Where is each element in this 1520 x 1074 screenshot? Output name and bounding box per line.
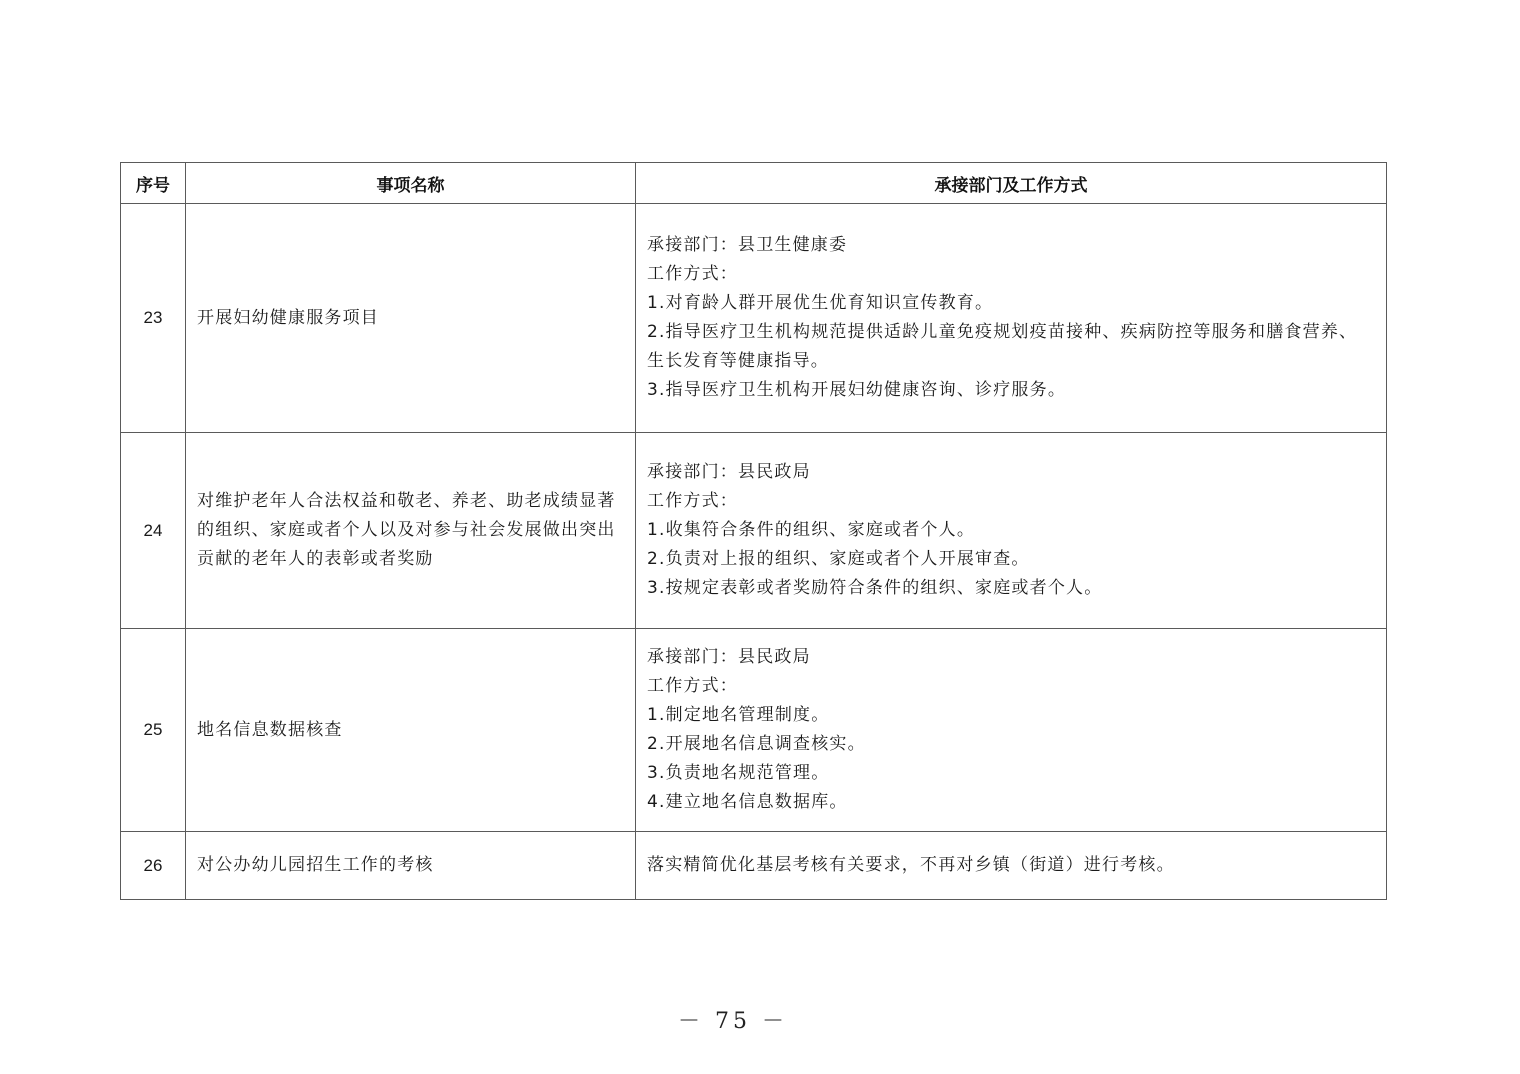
dept-line: 3.指导医疗卫生机构开展妇幼健康咨询、诊疗服务。 <box>647 380 1067 400</box>
row-item-name: 开展妇幼健康服务项目 <box>186 204 636 433</box>
page-number: － 75 － <box>678 1009 788 1034</box>
table-row <box>121 629 1387 832</box>
row-department-method: 落实精简优化基层考核有关要求，不再对乡镇（街道）进行考核。 <box>636 832 1387 900</box>
name-line: 对维护老年人合法权益和敬老、养老、助老成绩显著 <box>197 491 616 511</box>
name-line: 的组织、家庭或者个人以及对参与社会发展做出突出 <box>197 520 616 540</box>
dept-line: 工作方式： <box>647 491 738 511</box>
row-item-name: 对公办幼儿园招生工作的考核 <box>186 832 636 900</box>
dept-line: 承接部门：县卫生健康委 <box>647 235 848 255</box>
row-department-method <box>636 204 1387 433</box>
dept-line: 1.制定地名管理制度。 <box>647 705 830 725</box>
row-serial-number: 25 <box>121 629 186 832</box>
header-item-name: 事项名称 <box>186 163 636 204</box>
dept-line: 1.对育龄人群开展优生优育知识宣传教育。 <box>647 293 994 313</box>
dept-line: 承接部门：县民政局 <box>647 647 811 667</box>
dept-line: 4.建立地名信息数据库。 <box>647 792 848 812</box>
header-department-method: 承接部门及工作方式 <box>636 163 1387 204</box>
dept-line: 2.负责对上报的组织、家庭或者个人开展审查。 <box>647 549 1030 569</box>
dept-line: 3.负责地名规范管理。 <box>647 763 830 783</box>
dept-line: 工作方式： <box>647 676 738 696</box>
table-row <box>121 204 1387 433</box>
row-item-name: 地名信息数据核查 <box>186 629 636 832</box>
dept-line: 工作方式： <box>647 264 738 284</box>
row-serial-number: 24 <box>121 433 186 629</box>
dept-line: 生长发育等健康指导。 <box>647 351 829 371</box>
row-department-method <box>636 433 1387 629</box>
dept-line: 2.开展地名信息调查核实。 <box>647 734 866 754</box>
row-item-name <box>186 433 636 629</box>
dept-line: 2.指导医疗卫生机构规范提供适龄儿童免疫规划疫苗接种、疾病防控等服务和膳食营养、 <box>647 322 1358 342</box>
row-department-method <box>636 629 1387 832</box>
header-serial-number: 序号 <box>121 163 186 204</box>
table-row <box>121 433 1387 629</box>
name-line: 贡献的老年人的表彰或者奖励 <box>197 549 434 569</box>
responsibility-table <box>120 162 1387 900</box>
dept-line: 1.收集符合条件的组织、家庭或者个人。 <box>647 520 976 540</box>
table-row <box>121 832 1387 900</box>
row-serial-number: 26 <box>121 832 186 900</box>
row-serial-number: 23 <box>121 204 186 433</box>
dept-line: 3.按规定表彰或者奖励符合条件的组织、家庭或者个人。 <box>647 578 1103 598</box>
table-header-row <box>121 163 1387 204</box>
dept-line: 承接部门：县民政局 <box>647 462 811 482</box>
